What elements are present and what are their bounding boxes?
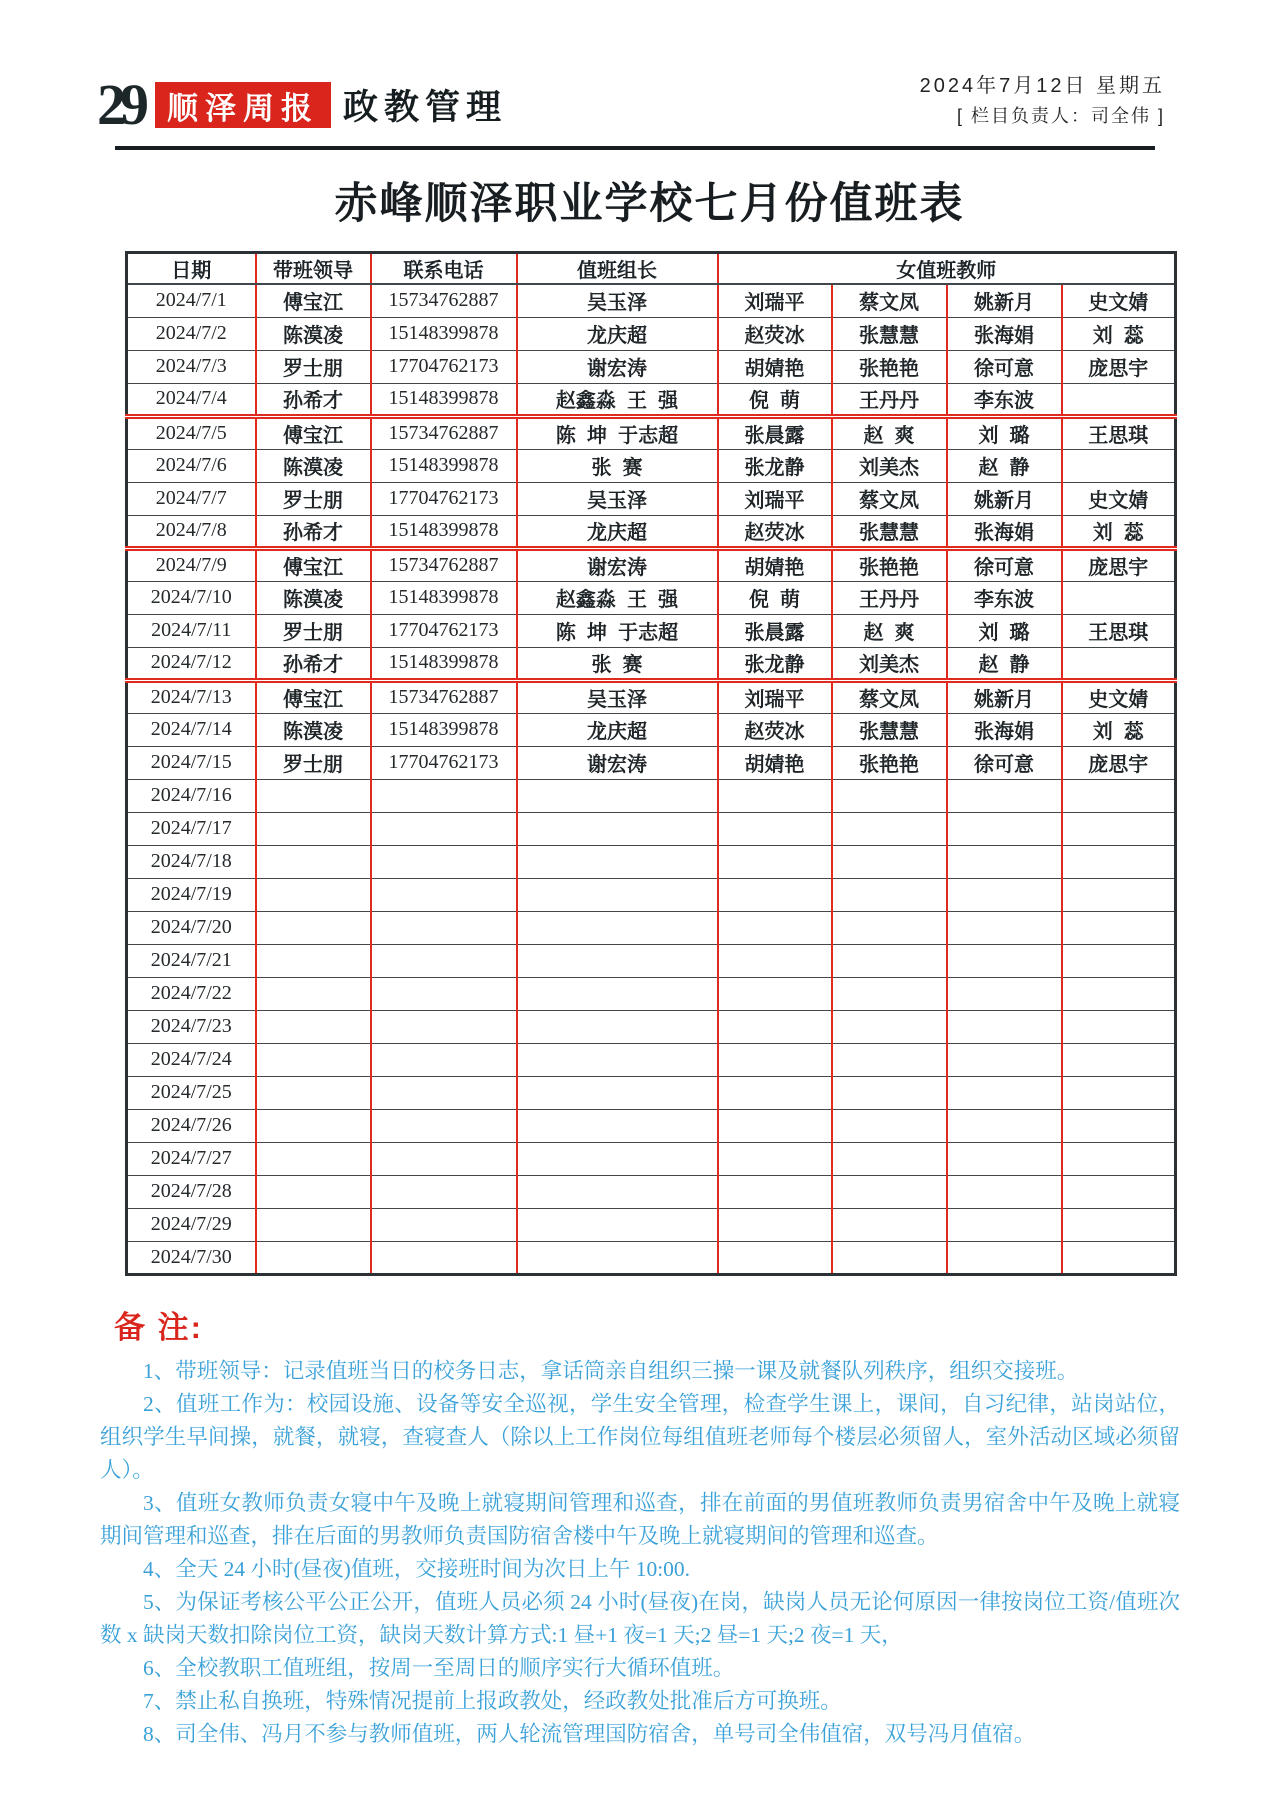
- table-cell: 赵 静: [947, 647, 1062, 680]
- table-cell: [1062, 1208, 1176, 1241]
- table-cell: [718, 1142, 832, 1175]
- table-cell: [832, 1241, 947, 1274]
- table-cell: 蔡文凤: [832, 284, 947, 317]
- table-cell: [256, 977, 371, 1010]
- table-cell: 陈 坤 于志超: [517, 416, 718, 449]
- table-row: [127, 317, 1176, 350]
- table-cell: [517, 944, 718, 977]
- table-cell: 15148399878: [371, 317, 517, 350]
- table-cell: 胡婧艳: [718, 548, 832, 581]
- table-cell: 张艳艳: [832, 746, 947, 779]
- table-cell: 2024/7/8: [127, 515, 256, 548]
- table-cell: 王丹丹: [832, 581, 947, 614]
- notes-label: 备 注:: [114, 1309, 203, 1345]
- table-cell: 李东波: [947, 581, 1062, 614]
- table-cell: [1062, 383, 1176, 416]
- table-cell: 罗士朋: [256, 746, 371, 779]
- table-cell: [832, 1208, 947, 1241]
- column-header-leader: 带班领导: [256, 253, 371, 285]
- duty-table-body: [127, 284, 1176, 1274]
- table-cell: 赵荧冰: [718, 317, 832, 350]
- table-cell: 张海娟: [947, 515, 1062, 548]
- note-item: 8、司全伟、冯月不参与教师值班，两人轮流管理国防宿舍，单号司全伟值宿，双号冯月值宿。: [143, 1721, 1036, 1746]
- table-cell: [517, 1142, 718, 1175]
- table-row: [127, 614, 1176, 647]
- table-cell: [371, 1175, 517, 1208]
- table-cell: 张慧慧: [832, 317, 947, 350]
- table-cell: [947, 1076, 1062, 1109]
- table-cell: 17704762173: [371, 482, 517, 515]
- table-row: [127, 1142, 1176, 1175]
- table-cell: [517, 911, 718, 944]
- table-cell: [718, 1043, 832, 1076]
- table-cell: [832, 845, 947, 878]
- table-cell: [1062, 1142, 1176, 1175]
- table-cell: [371, 1076, 517, 1109]
- table-cell: 赵鑫淼 王 强: [517, 581, 718, 614]
- note-item: 6、全校教职工值班组，按周一至周日的顺序实行大循环值班。: [143, 1655, 735, 1680]
- note-item: 7、禁止私自换班，特殊情况提前上报政教处，经政教处批准后方可换班。: [143, 1688, 842, 1713]
- table-cell: 2024/7/11: [127, 614, 256, 647]
- table-row: [127, 1076, 1176, 1109]
- table-row: [127, 1043, 1176, 1076]
- table-cell: 陈漠凌: [256, 713, 371, 746]
- table-cell: 2024/7/22: [127, 977, 256, 1010]
- table-cell: 陈 坤 于志超: [517, 614, 718, 647]
- table-cell: [947, 1208, 1062, 1241]
- table-cell: 蔡文凤: [832, 482, 947, 515]
- table-cell: [371, 779, 517, 812]
- table-cell: [947, 1175, 1062, 1208]
- table-cell: [256, 1175, 371, 1208]
- table-cell: 张海娟: [947, 317, 1062, 350]
- table-cell: [947, 1043, 1062, 1076]
- page-title: 赤峰顺泽职业学校七月份值班表: [334, 180, 965, 228]
- note-item: 3、值班女教师负责女寝中午及晚上就寝期间管理和巡查，排在前面的男值班教师负责男宿舍中午及晚上就寝期间管理和巡查，排在后面的男教师负责国防宿舍楼中午及晚上就寝期间的管理和巡查。: [100, 1490, 1180, 1548]
- table-cell: 2024/7/16: [127, 779, 256, 812]
- table-row: [127, 713, 1176, 746]
- table-cell: [371, 878, 517, 911]
- table-cell: 张 赛: [517, 449, 718, 482]
- table-cell: 2024/7/14: [127, 713, 256, 746]
- table-cell: [256, 1043, 371, 1076]
- table-cell: [718, 845, 832, 878]
- note-item: 4、全天 24 小时(昼夜)值班，交接班时间为次日上午 10:00.: [143, 1556, 691, 1581]
- table-cell: [832, 1142, 947, 1175]
- table-cell: 15734762887: [371, 548, 517, 581]
- notes-section: [100, 1302, 1180, 1751]
- table-cell: [947, 878, 1062, 911]
- table-cell: 2024/7/18: [127, 845, 256, 878]
- table-cell: [832, 944, 947, 977]
- table-cell: 孙希才: [256, 515, 371, 548]
- table-row: [127, 1208, 1176, 1241]
- table-cell: [1062, 647, 1176, 680]
- table-cell: [947, 911, 1062, 944]
- table-cell: 15148399878: [371, 383, 517, 416]
- table-cell: [718, 812, 832, 845]
- table-cell: 张晨露: [718, 614, 832, 647]
- table-cell: 2024/7/6: [127, 449, 256, 482]
- table-row: [127, 779, 1176, 812]
- section-title: 政教管理: [343, 88, 508, 127]
- column-header-phone: 联系电话: [371, 253, 517, 285]
- table-cell: 2024/7/5: [127, 416, 256, 449]
- table-cell: [517, 1010, 718, 1043]
- table-cell: [1062, 977, 1176, 1010]
- table-cell: 吴玉泽: [517, 482, 718, 515]
- table-cell: 17704762173: [371, 614, 517, 647]
- table-cell: 刘 璐: [947, 416, 1062, 449]
- table-row: [127, 482, 1176, 515]
- table-cell: 谢宏涛: [517, 350, 718, 383]
- table-cell: 15148399878: [371, 647, 517, 680]
- table-cell: [832, 779, 947, 812]
- table-cell: 15148399878: [371, 515, 517, 548]
- masthead-left: [97, 72, 508, 137]
- table-cell: [832, 812, 947, 845]
- table-cell: [371, 944, 517, 977]
- table-cell: 赵鑫淼 王 强: [517, 383, 718, 416]
- table-cell: 2024/7/9: [127, 548, 256, 581]
- table-row: [127, 680, 1176, 713]
- table-cell: 2024/7/1: [127, 284, 256, 317]
- table-row: [127, 1241, 1176, 1274]
- table-cell: [718, 1175, 832, 1208]
- table-cell: 陈漠凌: [256, 581, 371, 614]
- table-cell: [256, 1076, 371, 1109]
- column-header-female-teachers: 女值班教师: [718, 253, 1176, 285]
- table-cell: 徐可意: [947, 548, 1062, 581]
- table-cell: [256, 1142, 371, 1175]
- table-cell: [832, 977, 947, 1010]
- table-cell: [832, 1175, 947, 1208]
- table-cell: [517, 878, 718, 911]
- column-editor: [ 栏目负责人：司全伟 ]: [956, 106, 1165, 126]
- table-cell: 吴玉泽: [517, 284, 718, 317]
- table-cell: 2024/7/17: [127, 812, 256, 845]
- table-cell: 赵 爽: [832, 416, 947, 449]
- table-cell: [718, 1076, 832, 1109]
- table-cell: [1062, 1175, 1176, 1208]
- table-cell: [371, 911, 517, 944]
- table-cell: 史文婧: [1062, 482, 1176, 515]
- table-cell: 刘美杰: [832, 647, 947, 680]
- table-cell: 谢宏涛: [517, 548, 718, 581]
- table-cell: 史文婧: [1062, 284, 1176, 317]
- table-cell: [832, 1076, 947, 1109]
- table-row: [127, 515, 1176, 548]
- table-cell: 2024/7/24: [127, 1043, 256, 1076]
- table-cell: [718, 1109, 832, 1142]
- table-row: [127, 350, 1176, 383]
- table-cell: 2024/7/26: [127, 1109, 256, 1142]
- table-cell: 15734762887: [371, 680, 517, 713]
- table-cell: [517, 1241, 718, 1274]
- table-cell: 赵 爽: [832, 614, 947, 647]
- table-cell: 张海娟: [947, 713, 1062, 746]
- table-cell: [517, 1109, 718, 1142]
- table-cell: [517, 812, 718, 845]
- table-cell: 胡婧艳: [718, 350, 832, 383]
- table-cell: [1062, 1076, 1176, 1109]
- table-cell: 龙庆超: [517, 317, 718, 350]
- masthead-bar: [97, 72, 1165, 137]
- table-cell: [947, 845, 1062, 878]
- table-cell: 张龙静: [718, 449, 832, 482]
- table-cell: [1062, 1109, 1176, 1142]
- table-cell: 刘瑞平: [718, 284, 832, 317]
- table-cell: 姚新月: [947, 680, 1062, 713]
- table-row: [127, 1175, 1176, 1208]
- table-cell: [832, 878, 947, 911]
- table-cell: 刘 璐: [947, 614, 1062, 647]
- table-cell: [517, 1076, 718, 1109]
- newspaper-logo: 顺泽周报: [155, 82, 331, 128]
- table-cell: 2024/7/30: [127, 1241, 256, 1274]
- table-cell: [256, 878, 371, 911]
- table-cell: 17704762173: [371, 746, 517, 779]
- table-cell: [832, 911, 947, 944]
- table-cell: 15148399878: [371, 581, 517, 614]
- table-cell: 徐可意: [947, 746, 1062, 779]
- table-cell: 张慧慧: [832, 713, 947, 746]
- table-cell: [947, 1109, 1062, 1142]
- table-cell: [256, 911, 371, 944]
- table-cell: 2024/7/3: [127, 350, 256, 383]
- table-cell: 2024/7/27: [127, 1142, 256, 1175]
- table-cell: 2024/7/28: [127, 1175, 256, 1208]
- table-cell: [947, 812, 1062, 845]
- table-cell: [371, 1109, 517, 1142]
- table-cell: 2024/7/19: [127, 878, 256, 911]
- table-cell: 王丹丹: [832, 383, 947, 416]
- table-cell: 15148399878: [371, 713, 517, 746]
- table-cell: [371, 1043, 517, 1076]
- table-cell: 王思琪: [1062, 614, 1176, 647]
- table-cell: [718, 977, 832, 1010]
- table-cell: 张龙静: [718, 647, 832, 680]
- table-cell: 刘美杰: [832, 449, 947, 482]
- table-cell: 胡婧艳: [718, 746, 832, 779]
- table-cell: [718, 1241, 832, 1274]
- table-cell: 罗士朋: [256, 614, 371, 647]
- table-cell: 17704762173: [371, 350, 517, 383]
- table-cell: [256, 845, 371, 878]
- table-cell: 15734762887: [371, 284, 517, 317]
- table-row: [127, 746, 1176, 779]
- table-cell: [1062, 779, 1176, 812]
- table-cell: [947, 944, 1062, 977]
- table-cell: 15148399878: [371, 449, 517, 482]
- table-cell: 刘 蕊: [1062, 317, 1176, 350]
- table-cell: [371, 977, 517, 1010]
- table-cell: 姚新月: [947, 482, 1062, 515]
- table-row: [127, 548, 1176, 581]
- table-cell: 龙庆超: [517, 713, 718, 746]
- table-cell: 2024/7/25: [127, 1076, 256, 1109]
- table-cell: [517, 1043, 718, 1076]
- table-cell: 倪 萌: [718, 383, 832, 416]
- table-cell: [832, 1010, 947, 1043]
- table-row: [127, 812, 1176, 845]
- table-cell: 赵 静: [947, 449, 1062, 482]
- table-cell: 2024/7/10: [127, 581, 256, 614]
- table-cell: [1062, 812, 1176, 845]
- table-cell: [1062, 449, 1176, 482]
- table-cell: [832, 1043, 947, 1076]
- table-cell: [371, 1208, 517, 1241]
- table-cell: [256, 779, 371, 812]
- table-cell: [256, 1241, 371, 1274]
- table-cell: [1062, 1010, 1176, 1043]
- table-cell: 蔡文凤: [832, 680, 947, 713]
- table-cell: 谢宏涛: [517, 746, 718, 779]
- column-header-duty-leader: 值班组长: [517, 253, 718, 285]
- table-cell: [718, 1208, 832, 1241]
- table-cell: 15734762887: [371, 416, 517, 449]
- table-cell: 王思琪: [1062, 416, 1176, 449]
- table-cell: 2024/7/20: [127, 911, 256, 944]
- table-cell: [371, 1241, 517, 1274]
- table-cell: [947, 1241, 1062, 1274]
- table-row: [127, 911, 1176, 944]
- table-cell: [1062, 878, 1176, 911]
- table-cell: 张艳艳: [832, 548, 947, 581]
- table-cell: 张艳艳: [832, 350, 947, 383]
- table-cell: 吴玉泽: [517, 680, 718, 713]
- table-cell: 张慧慧: [832, 515, 947, 548]
- table-row: [127, 416, 1176, 449]
- table-cell: 姚新月: [947, 284, 1062, 317]
- table-cell: [256, 812, 371, 845]
- table-row: [127, 878, 1176, 911]
- table-row: [127, 1109, 1176, 1142]
- notes-list: [100, 1355, 1180, 1751]
- table-cell: [718, 944, 832, 977]
- table-cell: 孙希才: [256, 647, 371, 680]
- table-cell: [1062, 581, 1176, 614]
- table-cell: [371, 1010, 517, 1043]
- table-cell: [718, 1010, 832, 1043]
- table-cell: [1062, 1043, 1176, 1076]
- table-cell: 2024/7/21: [127, 944, 256, 977]
- table-cell: [256, 1010, 371, 1043]
- table-cell: [947, 779, 1062, 812]
- table-cell: [1062, 911, 1176, 944]
- table-cell: 傅宝江: [256, 680, 371, 713]
- table-cell: 2024/7/13: [127, 680, 256, 713]
- note-item: 1、带班领导：记录值班当日的校务日志，拿话筒亲自组织三操一课及就餐队列秩序，组织交接班。: [143, 1358, 1079, 1383]
- table-cell: [1062, 1241, 1176, 1274]
- issue-date: 2024年7月12日 星期五: [919, 75, 1165, 97]
- table-cell: 徐可意: [947, 350, 1062, 383]
- table-cell: [517, 1175, 718, 1208]
- table-cell: 傅宝江: [256, 284, 371, 317]
- table-cell: [947, 977, 1062, 1010]
- table-cell: 2024/7/7: [127, 482, 256, 515]
- table-cell: 2024/7/29: [127, 1208, 256, 1241]
- duty-roster-table: [125, 251, 1177, 1276]
- table-row: [127, 449, 1176, 482]
- table-row: [127, 383, 1176, 416]
- table-row: [127, 1010, 1176, 1043]
- table-row: [127, 581, 1176, 614]
- table-cell: 2024/7/23: [127, 1010, 256, 1043]
- table-cell: [718, 911, 832, 944]
- table-cell: 史文婧: [1062, 680, 1176, 713]
- table-cell: [1062, 944, 1176, 977]
- table-cell: 张晨露: [718, 416, 832, 449]
- table-cell: 傅宝江: [256, 548, 371, 581]
- table-row: [127, 944, 1176, 977]
- table-cell: 张 赛: [517, 647, 718, 680]
- table-cell: [517, 779, 718, 812]
- table-cell: 赵荧冰: [718, 515, 832, 548]
- table-cell: 2024/7/15: [127, 746, 256, 779]
- table-header-row: [127, 253, 1176, 285]
- table-cell: 李东波: [947, 383, 1062, 416]
- table-cell: [517, 1208, 718, 1241]
- table-cell: [832, 1109, 947, 1142]
- table-cell: [256, 944, 371, 977]
- table-cell: 陈漠凌: [256, 449, 371, 482]
- table-cell: [517, 845, 718, 878]
- masthead-right: [920, 69, 1165, 130]
- column-header-date: 日期: [127, 253, 256, 285]
- table-cell: [371, 812, 517, 845]
- masthead-divider: [115, 146, 1155, 150]
- table-cell: [947, 1142, 1062, 1175]
- table-cell: [371, 845, 517, 878]
- table-cell: [718, 878, 832, 911]
- table-cell: 刘 蕊: [1062, 713, 1176, 746]
- table-cell: 罗士朋: [256, 482, 371, 515]
- table-cell: 2024/7/2: [127, 317, 256, 350]
- table-cell: 刘瑞平: [718, 680, 832, 713]
- table-cell: 傅宝江: [256, 416, 371, 449]
- table-cell: 罗士朋: [256, 350, 371, 383]
- table-cell: [517, 977, 718, 1010]
- table-cell: [371, 1142, 517, 1175]
- table-cell: 刘瑞平: [718, 482, 832, 515]
- page-number: 29: [97, 72, 143, 137]
- table-cell: 陈漠凌: [256, 317, 371, 350]
- table-cell: 刘 蕊: [1062, 515, 1176, 548]
- table-cell: 庞思宇: [1062, 350, 1176, 383]
- table-cell: 赵荧冰: [718, 713, 832, 746]
- table-row: [127, 647, 1176, 680]
- note-item: 2、值班工作为：校园设施、设备等安全巡视，学生安全管理，检查学生课上，课间，自习纪律，站岗站位，组织学生早间操，就餐，就寝，查寝查人（除以上工作岗位每组值班老师每个楼层必须留人，室外活动区域必须留人）。: [100, 1391, 1180, 1482]
- note-item: 5、为保证考核公平公正公开，值班人员必须 24 小时(昼夜)在岗，缺岗人员无论何原因一律按岗位工资/值班次数 x 缺岗天数扣除岗位工资，缺岗天数计算方式:1 昼+1 夜=1 天;2 昼=1 天;2 夜=1 天，: [100, 1589, 1180, 1647]
- table-row: [127, 284, 1176, 317]
- table-cell: [256, 1109, 371, 1142]
- table-cell: 2024/7/12: [127, 647, 256, 680]
- table-cell: 庞思宇: [1062, 548, 1176, 581]
- table-cell: 庞思宇: [1062, 746, 1176, 779]
- table-row: [127, 845, 1176, 878]
- table-cell: [718, 779, 832, 812]
- table-cell: [256, 1208, 371, 1241]
- table-cell: 孙希才: [256, 383, 371, 416]
- table-cell: 倪 萌: [718, 581, 832, 614]
- table-cell: 龙庆超: [517, 515, 718, 548]
- table-cell: [1062, 845, 1176, 878]
- table-cell: 2024/7/4: [127, 383, 256, 416]
- table-row: [127, 977, 1176, 1010]
- table-cell: [947, 1010, 1062, 1043]
